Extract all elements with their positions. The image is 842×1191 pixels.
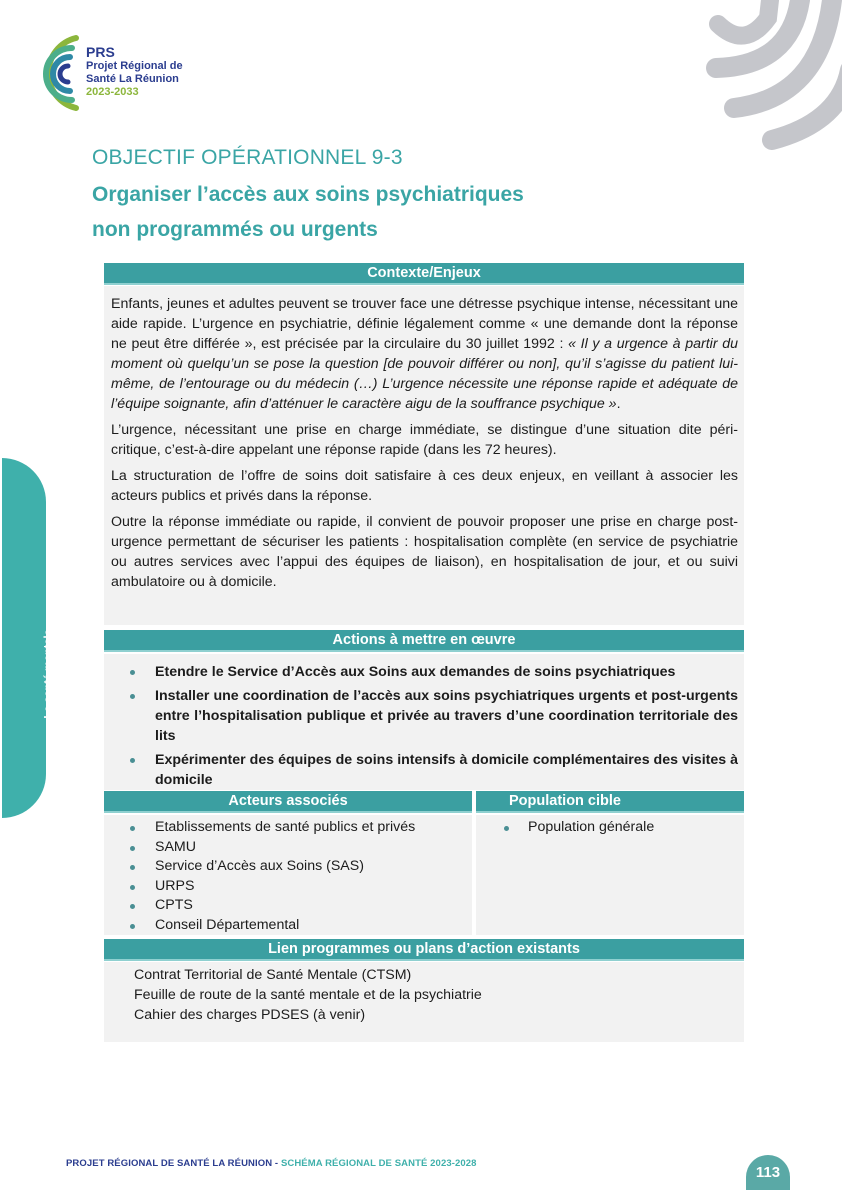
bullet-icon	[504, 826, 509, 831]
acteur-text: Conseil Départemental	[155, 916, 300, 933]
lien-item: Cahier des charges PDSES (à venir)	[134, 1007, 366, 1023]
action-text: Expérimenter des équipes de soins intensifs à domicile complémentaires des visites à domicile	[155, 752, 738, 788]
side-tab-text: La santé mentale	[42, 629, 55, 719]
page-number: 113	[746, 1155, 790, 1190]
footer-project: PROJET RÉGIONAL DE SANTÉ LA RÉUNION -	[66, 1158, 281, 1169]
population-text: Population générale	[528, 819, 655, 835]
context-p1-end: .	[616, 396, 621, 412]
population-item	[476, 818, 744, 838]
acteur-text: Etablissements de santé publics et privés	[155, 819, 416, 835]
acteur-item	[104, 896, 472, 916]
acteur-item	[104, 857, 472, 877]
context-panel	[104, 286, 744, 625]
action-item	[104, 750, 738, 790]
actions-header: Actions à mettre en œuvre	[104, 630, 744, 652]
acteurs-header: Acteurs associés	[104, 791, 472, 813]
bullet-icon	[130, 885, 135, 890]
page-footer	[66, 1158, 477, 1169]
action-text: Installer une coordination de l’accès aux soins psychiatriques urgents et post-urgents entre l’hospitalisation publique et privée au travers d’une coordination territoriale des lits	[155, 688, 738, 744]
action-text: Etendre le Service d’Accès aux Soins aux demandes de soins psychiatriques	[155, 664, 676, 680]
actions-panel	[104, 654, 744, 790]
prs-logo	[24, 28, 224, 113]
context-paragraph-1	[111, 294, 738, 414]
context-paragraph-2: L’urgence, nécessitant une prise en charge immédiate, se distingue d’une situation dite péri-critique, c’est-à-dire appelant une réponse rapide (dans les 72 heures).	[111, 422, 738, 458]
context-paragraph-3: La structuration de l’offre de soins doit satisfaire à ces deux enjeux, en veillant à associer les acteurs publics et privés dans la réponse.	[111, 468, 738, 504]
action-item	[104, 662, 738, 682]
side-tab-label	[4, 629, 55, 719]
population-panel	[476, 815, 744, 935]
title-line-2: non programmés ou urgents	[92, 218, 378, 241]
lien-item: Contrat Territorial de Santé Mentale (CTSM)	[134, 967, 412, 983]
footer-schema: SCHÉMA RÉGIONAL DE SANTÉ 2023-2028	[280, 1158, 477, 1169]
acteurs-list	[104, 818, 472, 935]
bullet-icon	[130, 924, 135, 929]
lien-panel	[104, 962, 744, 1042]
lien-header: Lien programmes ou plans d’action existants	[104, 939, 744, 961]
context-p1-plain: Enfants, jeunes et adultes peuvent se trouver face une détresse psychique intense, nécessitant une aide rapide. L’urgence en psychiatrie, définie légalement comme « une demande dont la réponse ne peut être différée », est précisée par la circulaire du 30 juillet 1992 :	[111, 296, 738, 352]
acteur-item	[104, 838, 472, 858]
population-list	[476, 818, 744, 838]
bullet-icon	[130, 670, 135, 675]
logo-years: 2023-2033	[86, 86, 139, 98]
bullet-icon	[130, 694, 135, 699]
acteur-text: URPS	[155, 877, 195, 894]
context-p1-quote: « Il y a urgence à partir du moment où quelqu’un se pose la question [de pouvoir différer ou non], qu’il s’agisse du patient lui-même, de l’entourage ou du médecin (…) L’urgence nécessite une réponse rapide et adéquate de l’équipe soignante, afin d’atténuer le caractère aigu de la souffrance psychique »	[111, 336, 739, 412]
acteurs-panel	[104, 815, 472, 935]
logo-line-1: Projet Régional de	[86, 60, 183, 72]
actions-list	[104, 662, 738, 790]
acteur-item	[104, 818, 472, 838]
page-title	[92, 177, 524, 247]
objective-kicker: OBJECTIF OPÉRATIONNEL 9-3	[92, 146, 403, 169]
acteur-item	[104, 877, 472, 897]
logo-arcs-icon	[24, 28, 84, 113]
acteur-text: Service d’Accès aux Soins (SAS)	[155, 858, 364, 874]
context-paragraph-4: Outre la réponse immédiate ou rapide, il convient de pouvoir proposer une prise en charge post-urgence permettant de sécuriser les patients : hospitalisation complète (en service de psychiatrie ou autres services avec l’appui des équipes de liaison), en hospitalisation de jour, et ou suivi ambulatoire ou à domicile.	[111, 514, 738, 590]
logo-acronym: PRS	[86, 44, 115, 60]
context-header: Contexte/Enjeux	[104, 263, 744, 285]
bullet-icon	[130, 904, 135, 909]
title-line-1: Organiser l’accès aux soins psychiatriques	[92, 183, 524, 206]
acteur-item	[104, 916, 472, 936]
acteur-text: SAMU	[155, 838, 196, 855]
logo-line-2: Santé La Réunion	[86, 73, 179, 85]
action-item	[104, 686, 738, 746]
bullet-icon	[130, 846, 135, 851]
bullet-icon	[130, 758, 135, 763]
section-side-tab	[2, 458, 46, 818]
bullet-icon	[130, 865, 135, 870]
population-header: Population cible	[476, 791, 744, 813]
bullet-icon	[130, 826, 135, 831]
acteur-text: CPTS	[155, 897, 193, 913]
decorative-arcs-icon	[690, 0, 842, 160]
lien-item: Feuille de route de la santé mentale et de la psychiatrie	[134, 987, 482, 1003]
